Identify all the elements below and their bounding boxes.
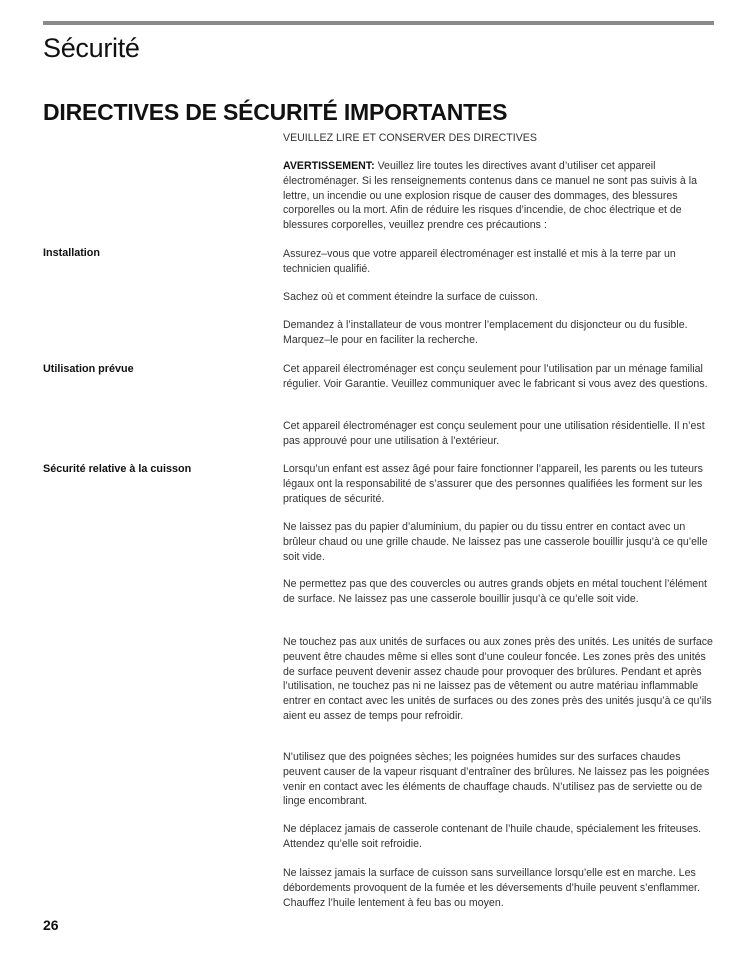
page-number: 26 (43, 917, 59, 933)
warning-label: AVERTISSEMENT: (283, 160, 375, 172)
warning-paragraph (283, 159, 716, 233)
section-label-installation: Installation (43, 247, 100, 259)
top-rule (43, 21, 714, 25)
cuisson-paragraph: Ne touchez pas aux unités de surfaces ou aux zones près des unités. Les unités de surface peuvent être chaudes même si elles sont d’une couleur foncée. Les zones près des unités de surface peuvent devenir assez chaude pour provoquer des brûlures. Pendant et après l’utilisation, ne touchez pas ni ne laissez pas de vêtement ou autre matériau inflammable entrer en contact avec les unités de surfaces ou des zones près des unités jusqu’à ce qu’ils aient eu assez de temps pour refroidir. (283, 636, 713, 722)
utilisation-paragraph: Cet appareil électroménager est conçu seulement pour une utilisation résidentielle. Il n’est pas approuvé pour une utilisation à l’extérieur. (283, 420, 705, 447)
utilisation-paragraph: Cet appareil électroménager est conçu seulement pour l’utilisation par un ménage familial régulier. Voir Garantie. Veuillez communiquer avec le fabricant si vous avez des questions. (283, 363, 708, 390)
intro-line: VEUILLEZ LIRE ET CONSERVER DES DIRECTIVES (283, 132, 537, 144)
warning-text: Veuillez lire toutes les directives avant d’utiliser cet appareil électroménager. Si les renseignements contenus dans ce manuel ne sont pas suivis à la lettre, un incendie ou une explosion risque de causer des dommages, des blessures corporelles ou la mort. Afin de réduire les risques d’incendie, de choc électrique et de blessures corporelles, veuillez prendre ces précautions : (283, 160, 697, 232)
installation-paragraph: Demandez à l’installateur de vous montrer l’emplacement du disjoncteur ou du fusible. Marquez–le pour en faciliter la recherche. (283, 319, 688, 346)
installation-paragraph: Assurez–vous que votre appareil électroménager est installé et mis à la terre par un technicien qualifié. (283, 248, 676, 275)
section-heading: DIRECTIVES DE SÉCURITÉ IMPORTANTES (43, 99, 508, 125)
cuisson-paragraph: Lorsqu’un enfant est assez âgé pour faire fonctionner l’appareil, les parents ou les tuteurs légaux ont la responsabilité de s’assurer que des personnes qualifiées les forment sur les pratiques de sécurité. (283, 463, 703, 505)
cuisson-paragraph: Ne permettez pas que des couvercles ou autres grands objets en métal touchent l’élément de surface. Ne laissez pas une casserole bouillir jusqu’à ce qu’elle soit vide. (283, 578, 707, 605)
cuisson-paragraph: N’utilisez que des poignées sèches; les poignées humides sur des surfaces chaudes peuvent causer de la vapeur risquant d’entraîner des brûlures. Ne laissez pas les poignées venir en contact avec les éléments de chauffage chauds. N’utilisez pas de serviette ou de linge encombrant. (283, 751, 710, 808)
cuisson-paragraph: Ne laissez jamais la surface de cuisson sans surveillance lorsqu’elle est en marche. Les débordements provoquent de la fumée et les déversements d’huile peuvent s’enflammer. Chauffez l’huile lentement à feu bas ou moyen. (283, 867, 700, 909)
cuisson-paragraph: Ne déplacez jamais de casserole contenant de l’huile chaude, spécialement les friteuses. Attendez qu’elle soit refroidie. (283, 823, 702, 850)
cuisson-paragraph: Ne laissez pas du papier d’aluminium, du papier ou du tissu entrer en contact avec un brûleur chaud ou une grille chaude. Ne laissez pas une casserole bouillir jusqu’à ce qu’elle soit vide. (283, 521, 708, 563)
installation-paragraph: Sachez où et comment éteindre la surface de cuisson. (283, 291, 538, 303)
section-label-securite-cuisson: Sécurité relative à la cuisson (43, 463, 192, 475)
page-title: Sécurité (43, 33, 140, 63)
section-label-utilisation-prevue: Utilisation prévue (43, 363, 134, 375)
